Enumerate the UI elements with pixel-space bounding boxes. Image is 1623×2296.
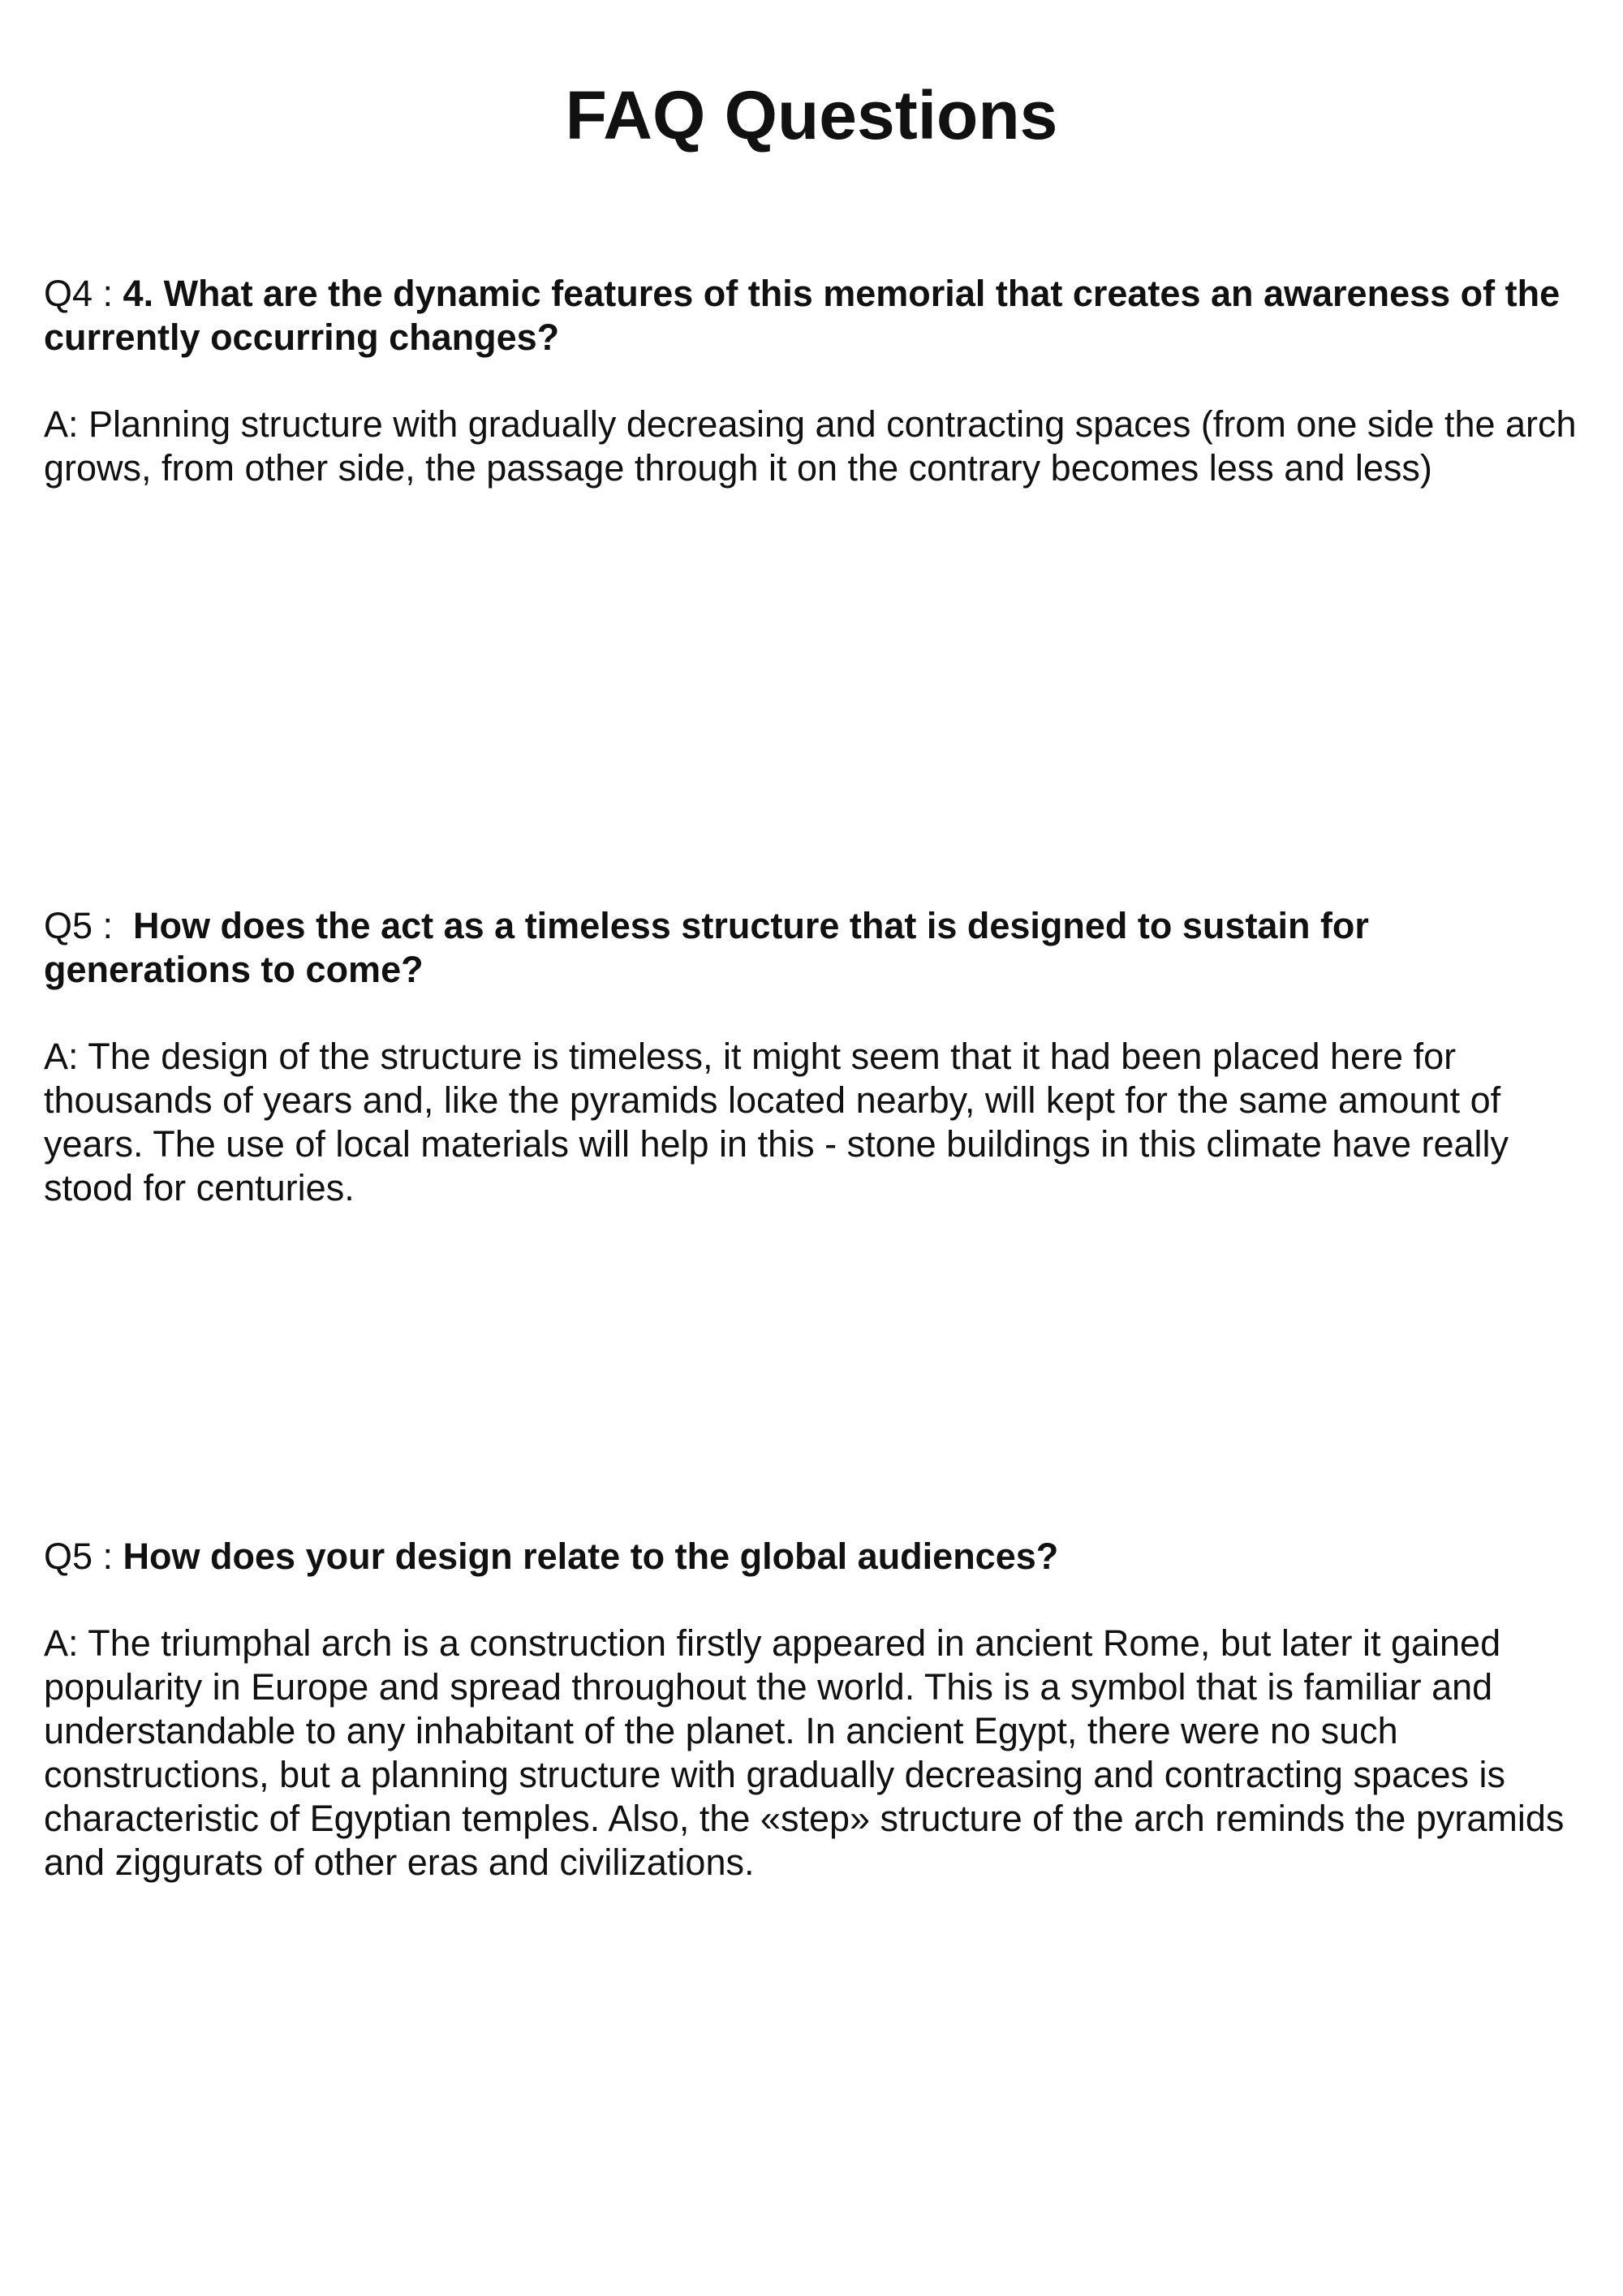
question-label: Q5 : xyxy=(44,1536,123,1577)
answer-label: A: xyxy=(44,1622,88,1664)
faq-answer xyxy=(44,1622,1586,1885)
question-label: Q5 : xyxy=(44,905,134,946)
faq-answer xyxy=(44,403,1586,490)
page-title: FAQ Questions xyxy=(565,77,1058,153)
question-text: 4. What are the dynamic features of this memorial that creates an awareness of the currently occurring changes? xyxy=(44,273,1561,358)
faq-item-q5-global xyxy=(44,1535,1586,1885)
answer-label: A: xyxy=(44,1036,88,1077)
answer-text: Planning structure with gradually decreasing and contracting spaces (from one side the arch grows, from other side, the passage through it on the contrary becomes less and less) xyxy=(44,403,1577,489)
answer-label: A: xyxy=(44,403,89,445)
question-text: How does the act as a timeless structure that is designed to sustain for generations to come? xyxy=(44,905,1369,990)
faq-item-q4 xyxy=(44,272,1586,490)
question-text: How does your design relate to the global audiences? xyxy=(123,1536,1059,1577)
answer-text: The triumphal arch is a construction firstly appeared in ancient Rome, but later it gained popularity in Europe and spread throughout the world. This is a symbol that is familiar and understandable to any inhabitant of the planet. In ancient Egypt, there were no such constructions, but a planning structure with gradually decreasing and contracting spaces is characteristic of Egyptian temples. Also, the «step» structure of the arch reminds the pyramids and ziggurats of other eras and civilizations. xyxy=(44,1622,1565,1883)
faq-question xyxy=(44,272,1586,360)
faq-question xyxy=(44,1535,1586,1579)
question-label: Q4 : xyxy=(44,273,123,314)
faq-question xyxy=(44,904,1586,992)
answer-text: The design of the structure is timeless, it might seem that it had been placed here for thousands of years and, like the pyramids located nearby, will kept for the same amount of years. The use of local materials will help in this - stone buildings in this climate have really stood for centuries. xyxy=(44,1036,1509,1208)
faq-item-q5-timeless xyxy=(44,904,1586,1210)
faq-answer xyxy=(44,1035,1586,1210)
